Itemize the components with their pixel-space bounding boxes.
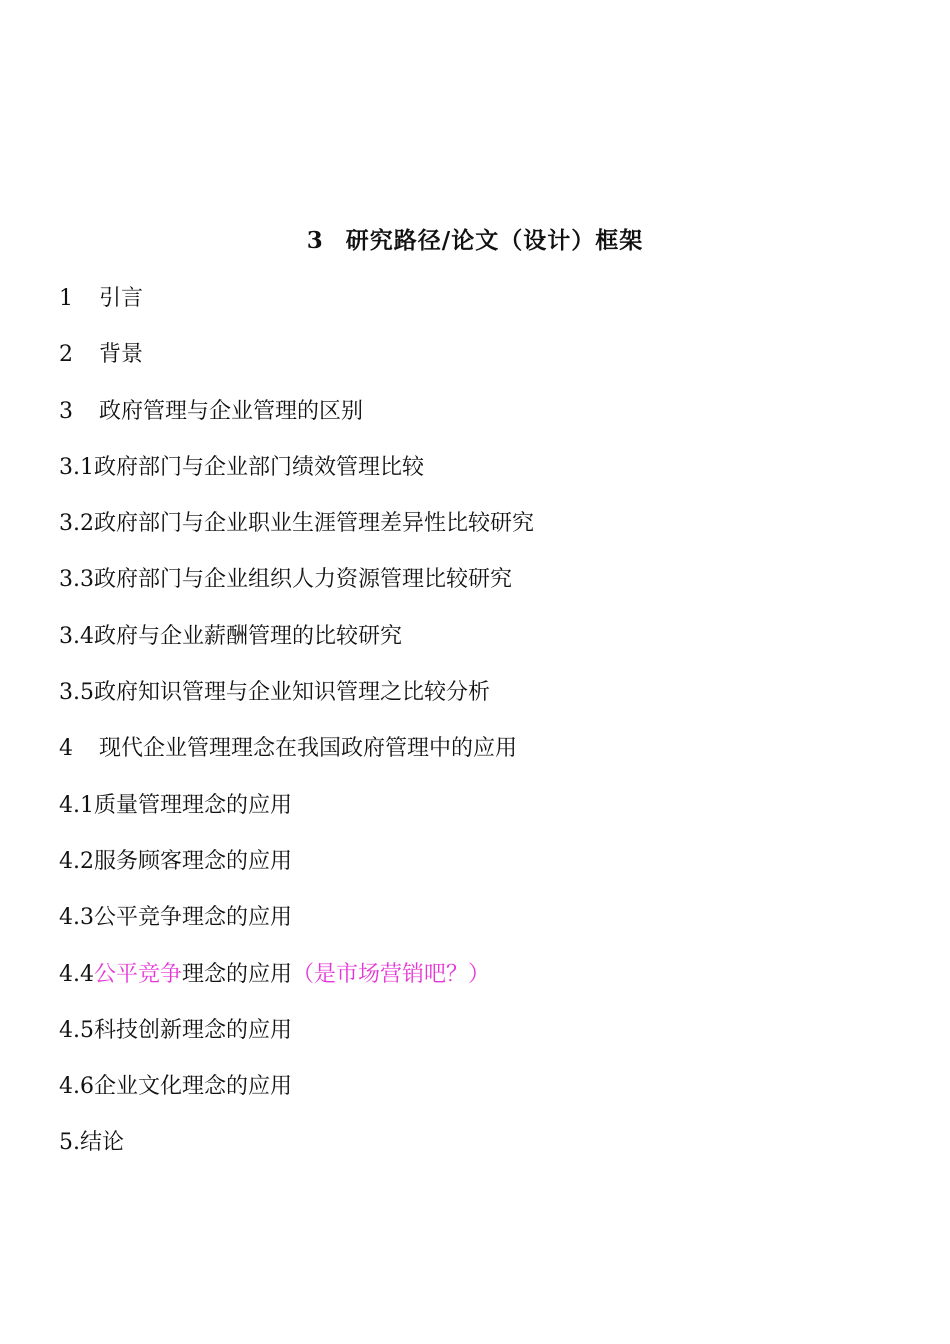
outline-number: 4.3 (59, 905, 94, 931)
outline-number: 1 (59, 286, 73, 311)
outline-item (59, 1127, 534, 1183)
outline-text: 现代企业管理理念在我国政府管理中的应用 (99, 736, 518, 762)
outline-item (59, 564, 534, 620)
outline-text: 理念的应用 (182, 961, 293, 987)
outline-item (59, 733, 534, 789)
outline-item (59, 339, 534, 395)
outline-item (59, 959, 534, 1015)
outline-number: 4.4 (59, 961, 94, 987)
outline-text: 质量管理理念的应用 (94, 792, 293, 818)
outline-number: 4.6 (59, 1074, 94, 1100)
section-title-text: 研究路径/论文（设计）框架 (345, 227, 644, 254)
outline-number: 4.5 (59, 1017, 94, 1043)
outline-text: 政府部门与企业部门绩效管理比较 (94, 454, 425, 480)
outline-number: 3.1 (59, 454, 94, 480)
outline-number: 5. (59, 1130, 80, 1156)
outline-number: 3 (59, 398, 73, 424)
outline-text: 背景 (99, 342, 144, 368)
outline-item (59, 846, 534, 902)
outline-text: 引言 (99, 286, 144, 311)
outline-text: 政府知识管理与企业知识管理之比较分析 (94, 680, 491, 706)
outline-item (59, 508, 534, 564)
outline-item (59, 790, 534, 846)
outline-text: 政府管理与企业管理的区别 (99, 398, 364, 424)
outline-text: 科技创新理念的应用 (94, 1017, 293, 1043)
highlighted-text: 公平竞争 (94, 961, 183, 987)
outline-number: 4.1 (59, 792, 94, 818)
section-title (0, 222, 950, 255)
outline-text: 结论 (80, 1130, 125, 1156)
outline-item (59, 1071, 534, 1127)
outline-text: 服务顾客理念的应用 (94, 848, 293, 874)
outline-number: 3.3 (59, 567, 94, 593)
outline-item (59, 902, 534, 958)
section-title-number: 3 (306, 227, 324, 254)
outline-number: 3.2 (59, 511, 94, 537)
outline-item (59, 283, 534, 339)
outline-item (59, 1015, 534, 1071)
review-comment: （是市场营销吧？） (292, 961, 491, 987)
outline-number: 4 (59, 736, 73, 762)
outline-text: 政府部门与企业职业生涯管理差异性比较研究 (94, 511, 535, 537)
outline-item (59, 452, 534, 508)
outline-number: 3.5 (59, 680, 94, 706)
outline-number: 3.4 (59, 623, 94, 649)
outline-text: 企业文化理念的应用 (94, 1074, 293, 1100)
outline-item (59, 677, 534, 733)
outline-text: 政府与企业薪酬管理的比较研究 (94, 623, 403, 649)
outline-number: 2 (59, 342, 73, 368)
outline-list (59, 283, 534, 1184)
outline-text: 政府部门与企业组织人力资源管理比较研究 (94, 567, 513, 593)
outline-text: 公平竞争理念的应用 (94, 905, 293, 931)
outline-item (59, 621, 534, 677)
outline-item (59, 396, 534, 452)
outline-number: 4.2 (59, 848, 94, 874)
